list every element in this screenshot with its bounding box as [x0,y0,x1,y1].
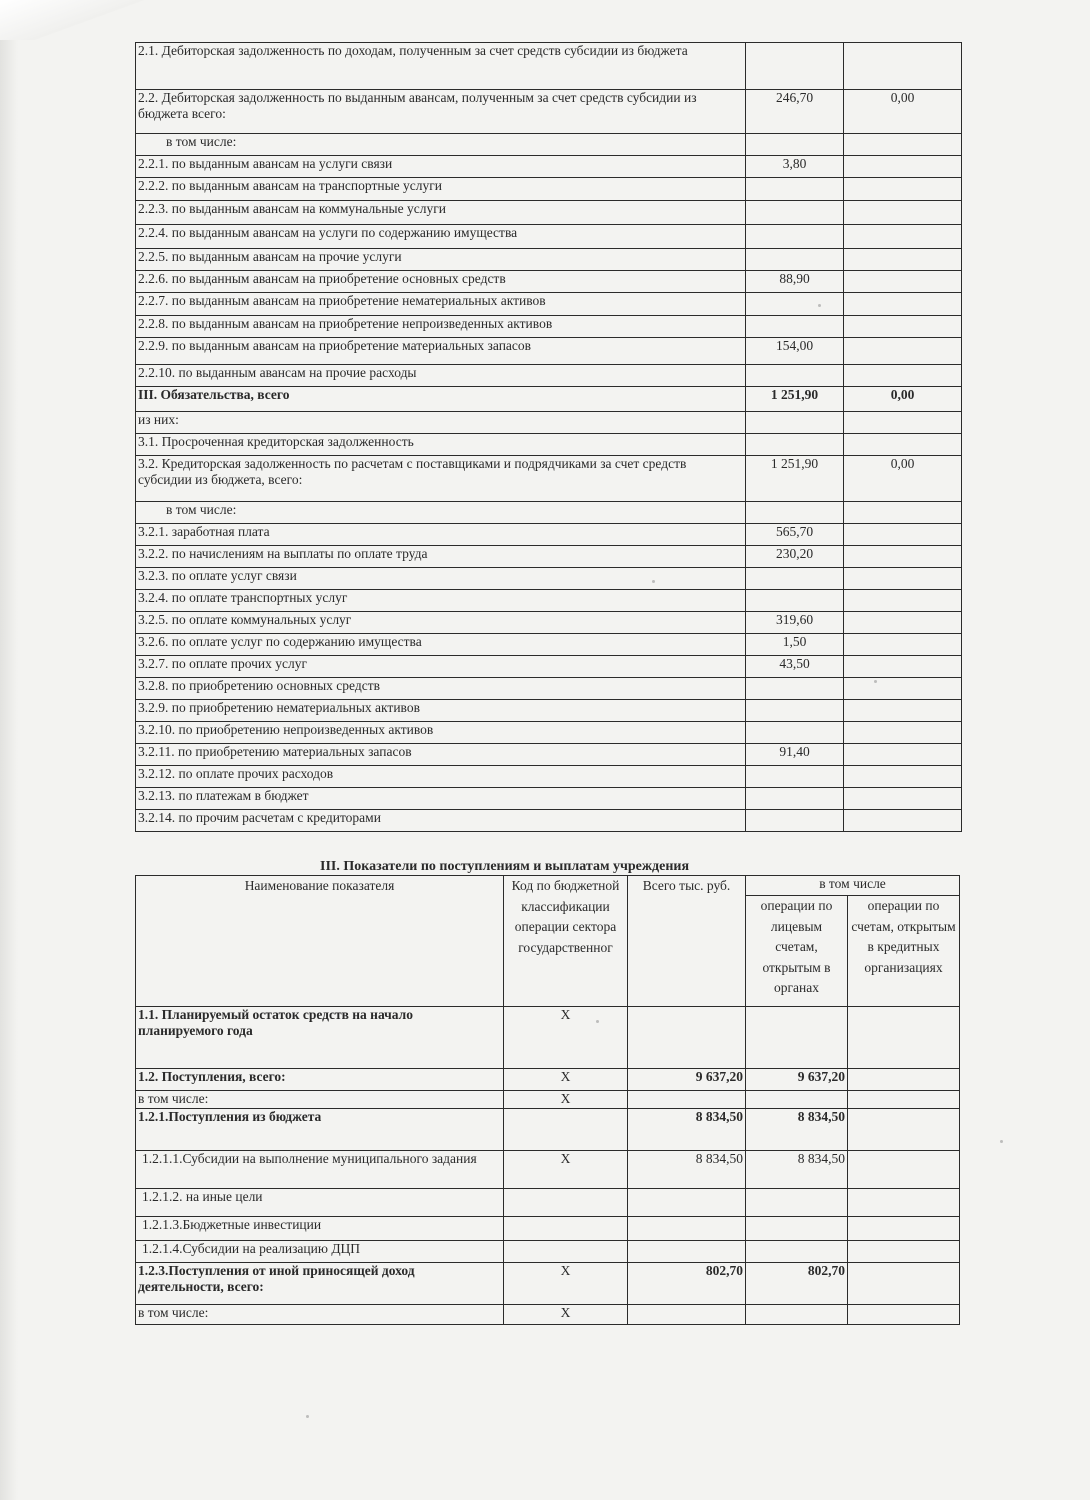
value-plan [746,225,844,249]
table-row [136,1151,960,1189]
row-label: 2.2.2. по выданным авансам на транспортные услуги [136,178,746,201]
value-overdue: 0,00 [844,456,962,502]
row-label: 3.2.3. по оплате услуг связи [136,568,746,590]
value-plan: 91,40 [746,744,844,766]
value-overdue: 0,00 [844,90,962,134]
budget-code: X [504,1263,628,1305]
value-plan [746,43,844,90]
receipts-payments-table [135,875,960,1325]
table-row [136,524,962,546]
table-row [136,365,962,387]
accounts-credit-value [848,1241,960,1263]
accounts-credit-value [848,1151,960,1189]
row-label: 1.2.1.1.Субсидии на выполнение муниципального задания [136,1151,504,1189]
value-plan [746,678,844,700]
table-row [136,225,962,249]
row-label: 2.2.1. по выданным авансам на услуги связи [136,156,746,178]
row-label: в том числе: [136,1091,504,1109]
accounts-credit-value [848,1189,960,1217]
total-value [628,1305,746,1325]
row-label: 1.2.3.Поступления от иной приносящей доход деятельности, всего: [136,1263,504,1305]
row-label: 3.2.14. по прочим расчетам с кредиторами [136,810,746,832]
row-label: 3.1. Просроченная кредиторская задолженность [136,434,746,456]
value-overdue [844,590,962,612]
value-overdue [844,502,962,524]
value-overdue [844,201,962,225]
accounts-organs-value [746,1241,848,1263]
value-overdue [844,134,962,156]
total-value: 8 834,50 [628,1151,746,1189]
row-label: 2.2.10. по выданным авансам на прочие расходы [136,365,746,387]
row-label: 2.2.3. по выданным авансам на коммунальные услуги [136,201,746,225]
row-label: 3.2.12. по оплате прочих расходов [136,766,746,788]
liabilities-table [135,42,962,832]
budget-code: X [504,1151,628,1189]
table-row [136,338,962,365]
table-row [136,316,962,338]
value-overdue [844,568,962,590]
value-overdue [844,434,962,456]
budget-code: X [504,1007,628,1069]
scan-edge-shadow [0,0,18,1500]
table-row [136,546,962,568]
header-code: Код по бюджетной классификации операции сектора государственног [504,876,628,1007]
table-row [136,412,962,434]
value-overdue [844,546,962,568]
table-row [136,90,962,134]
table-row [136,700,962,722]
value-overdue [844,43,962,90]
budget-code [504,1217,628,1241]
value-overdue [844,271,962,293]
table-row [136,1305,960,1325]
table-row [136,1217,960,1241]
value-overdue [844,156,962,178]
value-overdue [844,810,962,832]
accounts-credit-value [848,1109,960,1151]
row-label: 2.2.7. по выданным авансам на приобретение нематериальных активов [136,293,746,316]
value-plan: 88,90 [746,271,844,293]
value-plan: 246,70 [746,90,844,134]
row-label: 3.2.11. по приобретению материальных запасов [136,744,746,766]
value-overdue [844,365,962,387]
accounts-organs-value [746,1007,848,1069]
value-overdue [844,293,962,316]
value-plan [746,590,844,612]
row-label: 3.2.5. по оплате коммунальных услуг [136,612,746,634]
value-overdue [844,612,962,634]
value-plan [746,201,844,225]
value-plan [746,766,844,788]
row-label: 3.2.7. по оплате прочих услуг [136,656,746,678]
table-row [136,1091,960,1109]
total-value [628,1091,746,1109]
accounts-organs-value [746,1189,848,1217]
row-label: 1.1. Планируемый остаток средств на начало планируемого года [136,1007,504,1069]
value-plan: 43,50 [746,656,844,678]
table-row [136,156,962,178]
value-plan: 1 251,90 [746,387,844,412]
table-row [136,744,962,766]
total-value [628,1241,746,1263]
table-row [136,590,962,612]
header-including: в том числе [746,876,960,896]
row-label: 2.2. Дебиторская задолженность по выданным авансам, полученным за счет средств субсидии из бюджета всего: [136,90,746,134]
table-row [136,656,962,678]
value-overdue [844,412,962,434]
section-title: III. Показатели по поступлениям и выплатам учреждения [320,859,690,874]
accounts-organs-value [746,1305,848,1325]
table-row [136,568,962,590]
value-plan [746,293,844,316]
table-row [136,1007,960,1069]
total-value [628,1217,746,1241]
table-row [136,1069,960,1091]
value-plan: 1,50 [746,634,844,656]
row-label: из них: [136,412,746,434]
row-label: 2.2.5. по выданным авансам на прочие услуги [136,249,746,271]
table-row [136,456,962,502]
row-label: 2.2.9. по выданным авансам на приобретение материальных запасов [136,338,746,365]
row-label: 1.2.1.4.Субсидии на реализацию ДЦП [136,1241,504,1263]
header-sub-accounts-organs: операции по лицевым счетам, открытым в органах [746,896,848,1007]
value-overdue [844,722,962,744]
value-overdue [844,656,962,678]
value-overdue [844,249,962,271]
table-row [136,178,962,201]
value-overdue [844,744,962,766]
row-label: 3.2.6. по оплате услуг по содержанию имущества [136,634,746,656]
accounts-credit-value [848,1069,960,1091]
row-label: 2.1. Дебиторская задолженность по доходам, полученным за счет средств субсидии из бюджета [136,43,746,90]
row-label: 3.2.1. заработная плата [136,524,746,546]
value-plan [746,434,844,456]
total-value: 802,70 [628,1263,746,1305]
accounts-credit-value [848,1217,960,1241]
row-label: 3.2.4. по оплате транспортных услуг [136,590,746,612]
value-plan [746,178,844,201]
row-label: в том числе: [136,502,746,524]
accounts-organs-value: 802,70 [746,1263,848,1305]
table-row [136,502,962,524]
table-row [136,612,962,634]
row-label: 3.2.10. по приобретению непроизведенных активов [136,722,746,744]
table-row [136,201,962,225]
row-label: 1.2. Поступления, всего: [136,1069,504,1091]
table-row [136,1263,960,1305]
row-label: 1.2.1.Поступления из бюджета [136,1109,504,1151]
value-plan [746,810,844,832]
table-row [136,249,962,271]
row-label: 3.2.8. по приобретению основных средств [136,678,746,700]
table-row [136,387,962,412]
total-value [628,1189,746,1217]
value-overdue [844,634,962,656]
value-overdue [844,700,962,722]
table-row [136,271,962,293]
budget-code [504,1189,628,1217]
value-plan [746,412,844,434]
budget-code: X [504,1069,628,1091]
header-total: Всего тыс. руб. [628,876,746,1007]
accounts-credit-value [848,1091,960,1109]
table-row [136,134,962,156]
value-plan: 565,70 [746,524,844,546]
row-label: в том числе: [136,1305,504,1325]
row-label: 2.2.6. по выданным авансам на приобретение основных средств [136,271,746,293]
accounts-organs-value: 8 834,50 [746,1109,848,1151]
total-value: 8 834,50 [628,1109,746,1151]
row-label: 1.2.1.3.Бюджетные инвестиции [136,1217,504,1241]
value-plan: 1 251,90 [746,456,844,502]
table-row [136,1241,960,1263]
row-label: 1.2.1.2. на иные цели [136,1189,504,1217]
value-overdue [844,524,962,546]
accounts-organs-value [746,1217,848,1241]
accounts-organs-value [746,1091,848,1109]
row-label: в том числе: [136,134,746,156]
value-plan: 230,20 [746,546,844,568]
budget-code: X [504,1091,628,1109]
folded-corner [0,0,150,40]
value-overdue [844,766,962,788]
budget-code: X [504,1305,628,1325]
table-row [136,634,962,656]
value-plan [746,568,844,590]
total-value: 9 637,20 [628,1069,746,1091]
accounts-credit-value [848,1007,960,1069]
value-overdue [844,338,962,365]
value-plan [746,722,844,744]
value-plan [746,365,844,387]
table-row [136,810,962,832]
header-sub-accounts-credit: операции по счетам, открытым в кредитных организациях [848,896,960,1007]
value-plan [746,316,844,338]
value-overdue [844,678,962,700]
table-row [136,43,962,90]
accounts-organs-value: 9 637,20 [746,1069,848,1091]
budget-code [504,1109,628,1151]
value-plan [746,134,844,156]
row-label: 3.2.13. по платежам в бюджет [136,788,746,810]
value-overdue [844,225,962,249]
row-label: III. Обязательства, всего [136,387,746,412]
value-plan: 154,00 [746,338,844,365]
row-label: 3.2.2. по начислениям на выплаты по оплате труда [136,546,746,568]
value-plan: 319,60 [746,612,844,634]
value-overdue [844,788,962,810]
table-row [136,678,962,700]
total-value [628,1007,746,1069]
value-overdue: 0,00 [844,387,962,412]
table-row [136,788,962,810]
table-row [136,766,962,788]
row-label: 2.2.8. по выданным авансам на приобретение непроизведенных активов [136,316,746,338]
table-row [136,1189,960,1217]
value-plan: 3,80 [746,156,844,178]
accounts-organs-value: 8 834,50 [746,1151,848,1189]
row-label: 2.2.4. по выданным авансам на услуги по содержанию имущества [136,225,746,249]
budget-code [504,1241,628,1263]
value-plan [746,700,844,722]
table-row [136,293,962,316]
accounts-credit-value [848,1263,960,1305]
header-name: Наименование показателя [136,876,504,1007]
value-overdue [844,316,962,338]
table-row [136,1109,960,1151]
table-row [136,434,962,456]
value-plan [746,249,844,271]
row-label: 3.2. Кредиторская задолженность по расчетам с поставщиками и подрядчиками за счет средств субсидии из бюджета, всего: [136,456,746,502]
value-plan [746,502,844,524]
value-plan [746,788,844,810]
accounts-credit-value [848,1305,960,1325]
row-label: 3.2.9. по приобретению нематериальных активов [136,700,746,722]
value-overdue [844,178,962,201]
table-row [136,722,962,744]
